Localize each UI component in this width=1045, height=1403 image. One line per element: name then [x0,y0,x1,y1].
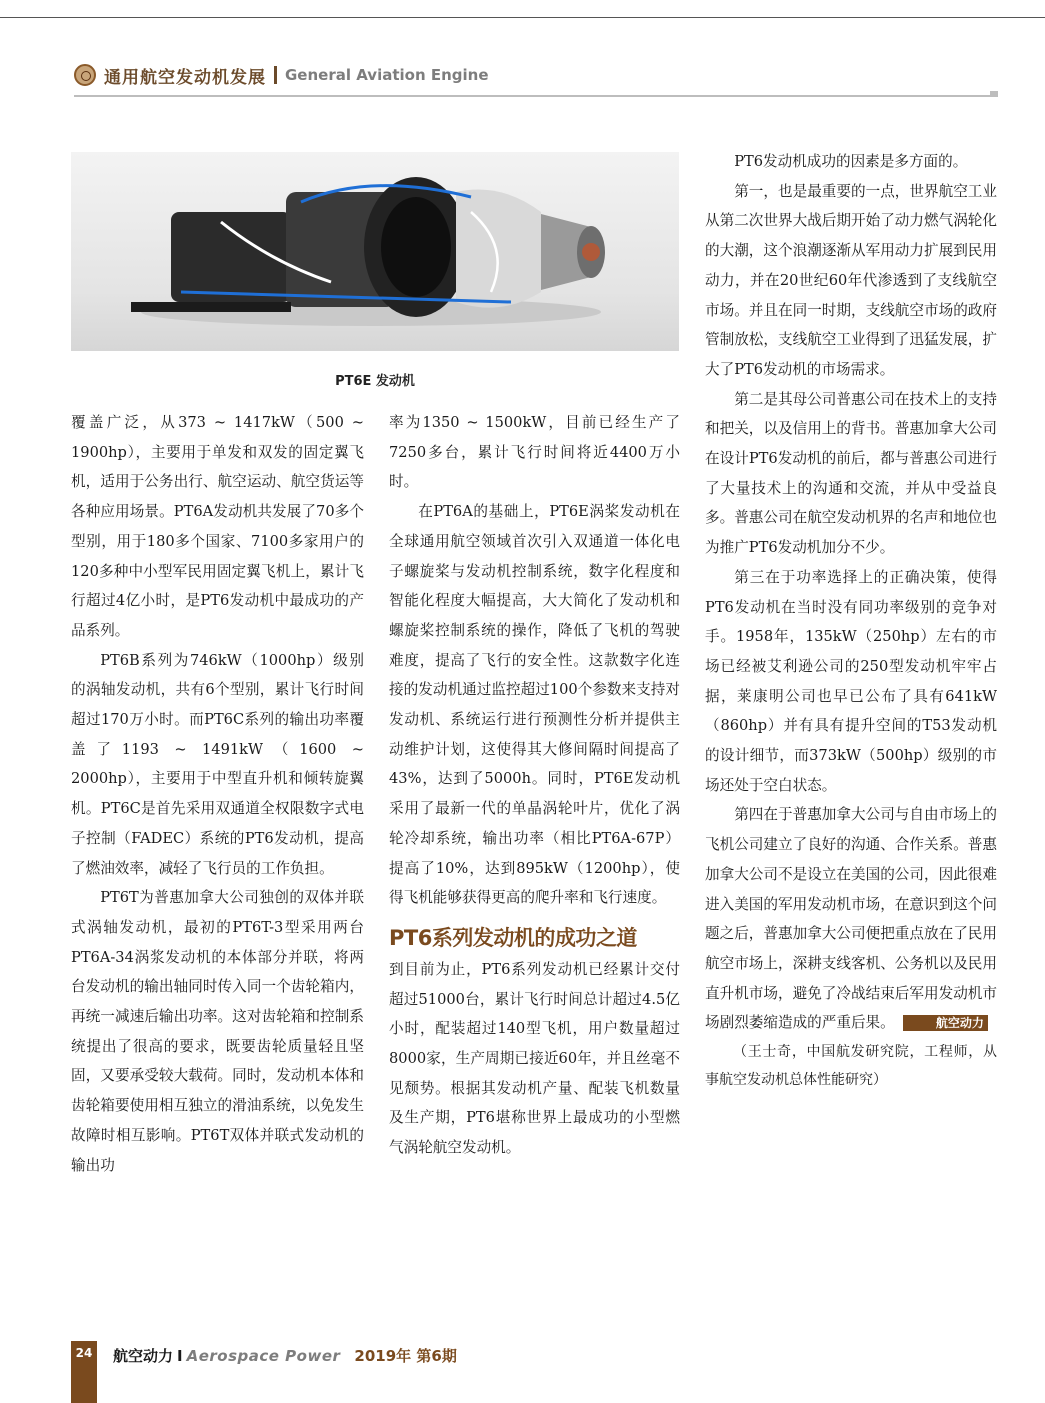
paragraph: 覆盖广泛，从373 ~ 1417kW（500 ~ 1900hp），主要用于单发和双发的固定翼飞机，适用于公务出行、航空运动、航空货运等各种应用场景。PT6A发动机共发展了70多个型别，用于180多个国家、7100多家用户的120多种中小型军民用固定翼飞机上，累计飞行超过4亿小时，是PT6发动机中最成功的产品系列。 [71,414,364,639]
header-rule-end [990,91,998,97]
engine-photo [71,152,679,351]
header-title-cn: 通用航空发动机发展 [104,67,266,88]
paragraph-text: 第四在于普惠加拿大公司与自由市场上的飞机公司建立了良好的沟通、合作关系。普惠加拿大公司不是设立在美国的公司，因此很难进入美国的军用发动机市场，在意识到这个问题之后，普惠加拿大公司便把重点放在了民用航空市场上，深耕支线客机、公务机以及民用直升机市场，避免了冷战结束后军用发动机市场剧烈萎缩造成的严重后果。 [705,806,997,1032]
header-rule [74,95,998,97]
section-heading: PT6系列发动机的成功之道 [389,925,637,950]
journal-name-en: Aerospace Power [186,1347,341,1365]
paragraph: PT6T为普惠加拿大公司独创的双体并联式涡轴发动机，最初的PT6T-3型采用两台PT6A-34涡浆发动机的本体部分并联，将两台发动机的输出轴同时传入同一个齿轮箱内，再统一减速后输出功率。这对齿轮箱和控制系统提出了很高的要求，既要齿轮质量轻且坚固，又要承受较大载荷。同时，发动机本体和齿轮箱要使用相互独立的滑油系统，以免发生故障时相互影响。PT6T双体并联式发动机的输出功 [71,889,364,1174]
paragraph: PT6发动机成功的因素是多方面的。 [734,153,968,170]
text-column-2 [389,408,680,1163]
emblem-icon [74,64,96,86]
paragraph: 到目前为止，PT6系列发动机已经累计交付超过51000台，累计飞行时间总计超过4.5亿小时，配装超过140型飞机，用户数量超过8000家，生产周期已接近60年，并且丝毫不见颓势。根据其发动机产量、配装飞机数量及生产期，PT6堪称世界上最成功的小型燃气涡轮航空发动机。 [389,960,680,1157]
figure-caption: PT6E 发动机 [335,374,415,389]
running-footer [113,1345,457,1366]
engine-illustration [71,152,679,351]
text-column-3 [705,147,997,1094]
paragraph: 率为1350 ~ 1500kW，目前已经生产了7250多台，累计飞行时间将近4400万小时。 [389,414,680,491]
paragraph: 第三在于功率选择上的正确决策，使得PT6发动机在当时没有同功率级别的竞争对手。1958年，135kW（250hp）左右的市场已经被艾利逊公司的250型发动机牢牢占据，莱康明公司也早已公布了具有641kW（860hp）并有具有提升空间的T53发动机的设计细节，而373kW（500hp）级别的市场还处于空白状态。 [705,568,997,794]
paragraph [705,800,997,1038]
end-badge: 航空动力 [903,1015,988,1031]
paragraph: PT6B系列为746kW（1000hp）级别的涡轴发动机，共有6个型别，累计飞行时间超过170万小时。而PT6C系列的输出功率覆盖了1193 ~ 1491kW（1600 ~ 2000hp），主要用于中型直升机和倾转旋翼机。PT6C是首先采用双通道全权限数字式电子控制（FADEC）系统的PT6发动机，提高了燃油效率，减轻了飞行员的工作负担。 [71,651,364,877]
footer-separator: I [177,1347,183,1365]
header-title-en: General Aviation Engine [285,66,489,84]
running-header [74,62,489,88]
journal-name-cn: 航空动力 [113,1347,174,1365]
page-number: 24 [75,1346,93,1360]
paragraph: 第一，也是最重要的一点，世界航空工业从第二次世界大战后期开始了动力燃气涡轮化的大潮，这个浪潮逐渐从军用动力扩展到民用动力，并在20世纪60年代渗透到了支线航空市场。并且在同一时期，支线航空市场的政府管制放松，支线航空工业得到了迅猛发展，扩大了PT6发动机的市场需求。 [705,182,997,378]
header-divider [274,66,277,84]
paragraph: 在PT6A的基础上，PT6E涡桨发动机在全球通用航空领域首次引入双通道一体化电子螺旋桨与发动机控制系统，数字化程度和智能化程度大幅提高，大大简化了发动机和螺旋桨控制系统的操作，降低了飞机的驾驶难度，提高了飞行的安全性。这款数字化连接的发动机通过监控超过100个参数来支持对发动机、系统运行进行预测性分析并提供主动维护计划，这使得其大修间隔时间提高了43%，达到了5000h。同时，PT6E发动机采用了最新一代的单晶涡轮叶片，优化了涡轮冷却系统，输出功率（相比PT6A-67P）提高了10%，达到895kW（1200hp），使得飞机能够获得更高的爬升率和飞行速度。 [389,503,680,907]
top-rule [0,17,1045,18]
author-note: （王士奇，中国航发研究院，工程师，从事航空发动机总体性能研究） [705,1044,997,1089]
issue-label: 2019年 第6期 [354,1347,457,1365]
text-column-1 [71,408,364,1180]
paragraph: 第二是其母公司普惠公司在技术上的支持和把关，以及信用上的背书。普惠加拿大公司在设计PT6发动机的前后，都与普惠公司进行了大量技术上的沟通和交流，并从中受益良多。普惠公司在航空发动机界的名声和地位也为推广PT6发动机加分不少。 [705,390,997,557]
